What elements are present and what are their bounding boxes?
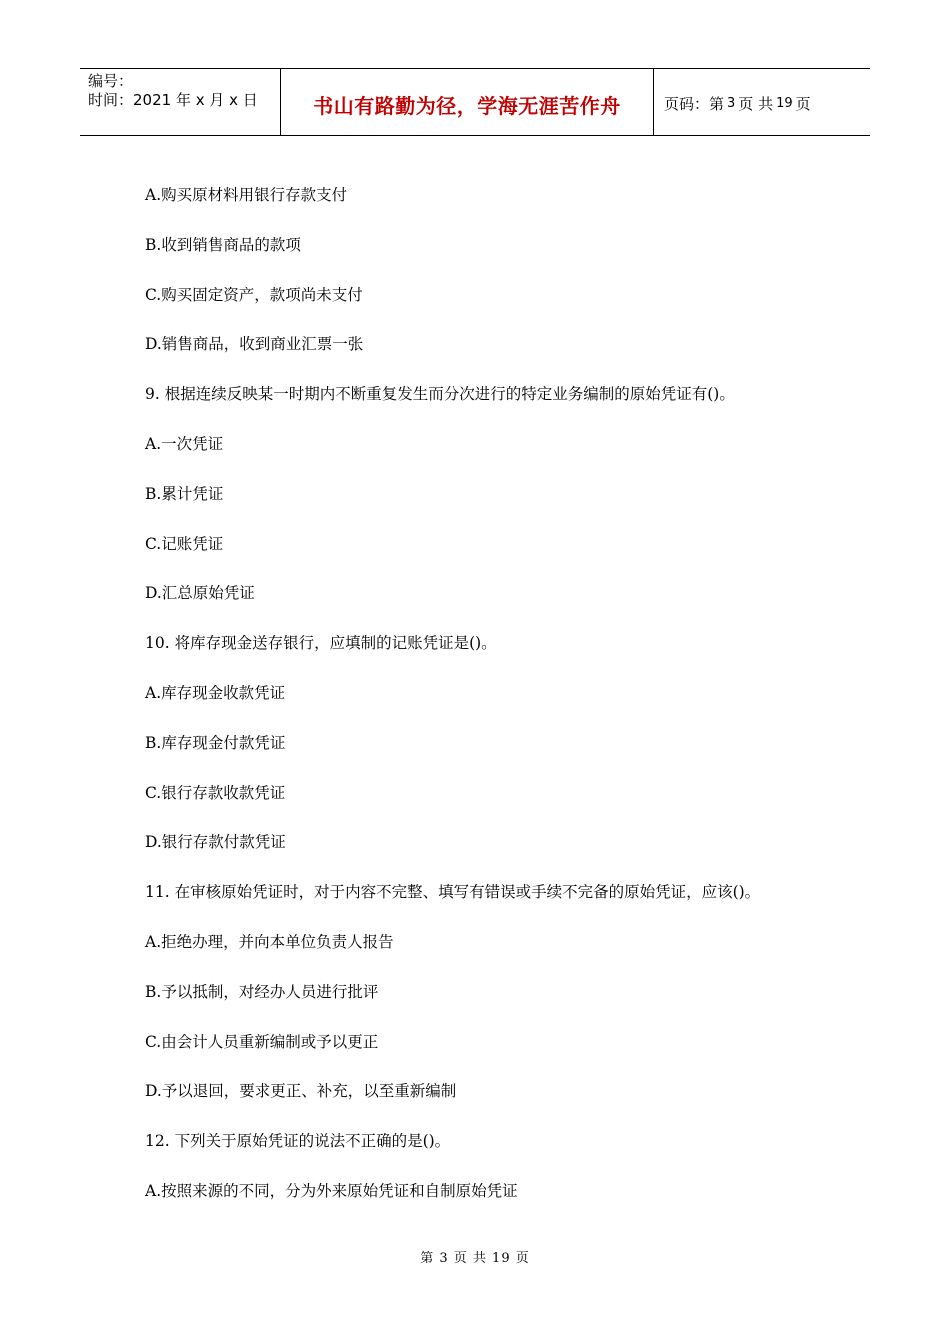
text-line: A.购买原材料用银行存款支付 bbox=[145, 186, 348, 204]
text-line: B.累计凭证 bbox=[145, 484, 224, 503]
text-line: C.记账凭证 bbox=[145, 534, 224, 553]
text-line: C.由会计人员重新编制或予以更正 bbox=[145, 1032, 379, 1051]
text-line: C.购买固定资产，款项尚未支付 bbox=[145, 285, 363, 304]
document-body bbox=[145, 182, 845, 1228]
text-line: D.销售商品，收到商业汇票一张 bbox=[145, 335, 364, 354]
document-date: 时间：2021 年 x 月 x 日 bbox=[88, 91, 258, 109]
header-meta-cell bbox=[80, 69, 281, 135]
document-header bbox=[80, 68, 870, 136]
page-current: 3 bbox=[727, 96, 736, 111]
text-line: A.按照来源的不同，分为外来原始凭证和自制原始凭证 bbox=[145, 1181, 518, 1200]
page-total: 19 bbox=[776, 96, 793, 111]
question-line: 12. 下列关于原始凭证的说法不正确的是()。 bbox=[145, 1132, 451, 1151]
page-suffix: 页 bbox=[795, 95, 811, 113]
text-line: D.予以退回，要求更正、补充，以至重新编制 bbox=[145, 1082, 457, 1101]
header-page-cell bbox=[654, 69, 870, 135]
header-motto-cell bbox=[281, 69, 654, 135]
question-line: 9. 根据连续反映某一时期内不断重复发生而分次进行的特定业务编制的原始凭证有()。 bbox=[145, 385, 735, 404]
text-line: B.予以抵制，对经办人员进行批评 bbox=[145, 982, 379, 1001]
page-mid: 页 共 bbox=[738, 95, 774, 113]
question-line: 11. 在审核原始凭证时，对于内容不完整、填写有错误或手续不完备的原始凭证，应该()。 bbox=[145, 883, 761, 902]
page-footer: 第 3 页 共 19 页 bbox=[420, 1251, 530, 1266]
text-line: D.银行存款付款凭证 bbox=[145, 833, 286, 852]
text-line: A.拒绝办理，并向本单位负责人报告 bbox=[145, 932, 394, 951]
text-line: B.库存现金付款凭证 bbox=[145, 733, 286, 752]
text-line: A.库存现金收款凭证 bbox=[145, 683, 286, 702]
document-code-label: 编号： bbox=[88, 72, 134, 90]
page-prefix: 页码：第 bbox=[664, 95, 725, 113]
text-line: B.收到销售商品的款项 bbox=[145, 235, 301, 254]
question-line: 10. 将库存现金送存银行，应填制的记账凭证是()。 bbox=[145, 634, 497, 653]
header-motto: 书山有路勤为径，学海无涯苦作舟 bbox=[313, 93, 621, 118]
text-line: C.银行存款收款凭证 bbox=[145, 783, 286, 802]
text-line: D.汇总原始凭证 bbox=[145, 584, 255, 603]
text-line: A.一次凭证 bbox=[145, 434, 224, 453]
